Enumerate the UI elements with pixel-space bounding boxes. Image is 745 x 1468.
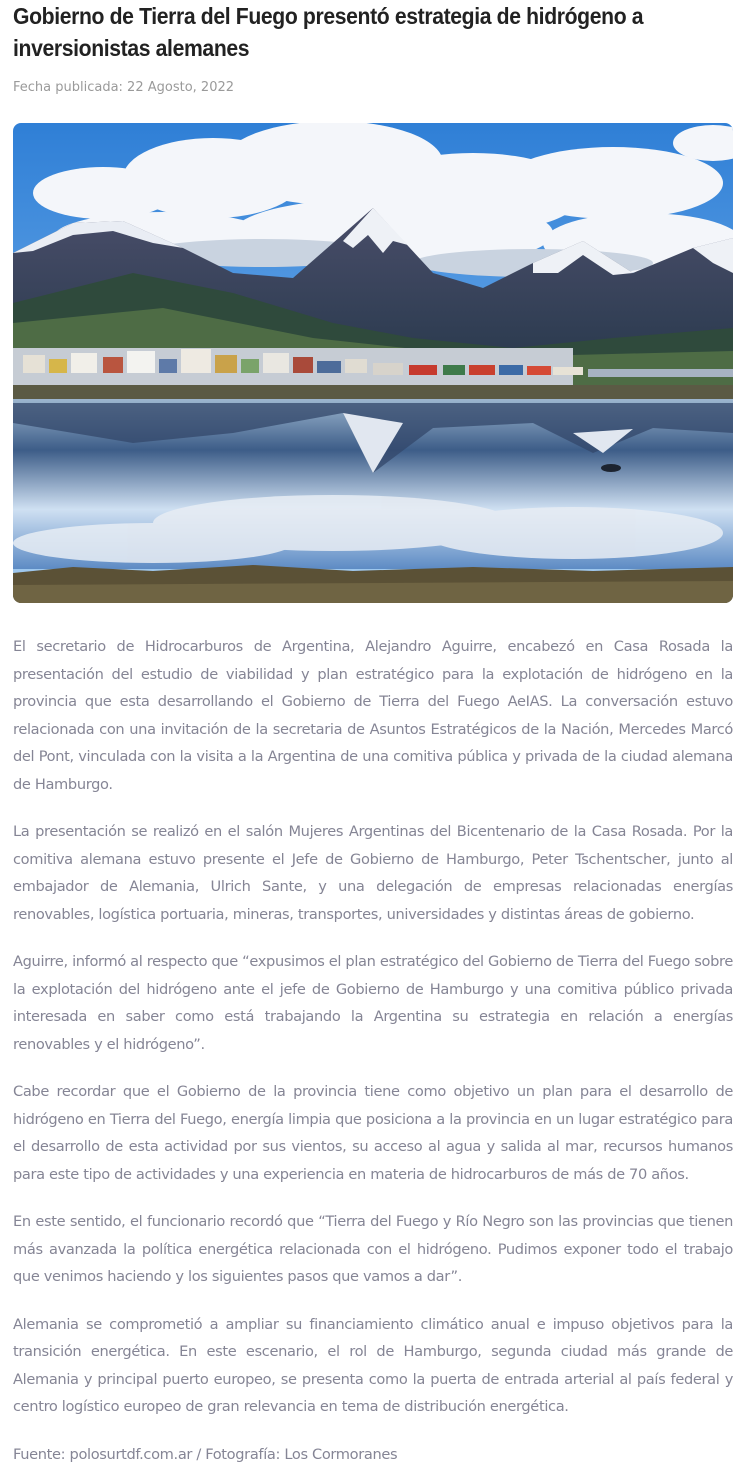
article-hero-image	[13, 123, 733, 603]
article	[13, 0, 733, 1463]
article-paragraph: El secretario de Hidrocarburos de Argentina, Alejandro Aguirre, encabezó en Casa Rosada la presentación del estudio de viabilidad y plan estratégico para la explotación de hidrógeno en la provincia que esta desarrollando el Gobierno de Tierra del Fuego AeIAS. La conversación estuvo relacionada con una invitación de la secretaria de Asuntos Estratégicos de la Nación, Mercedes Marcó del Pont, vinculada con la visita a la Argentina de una comitiva pública y privada de la ciudad alemana de Hamburgo.	[13, 638, 733, 793]
article-title: Gobierno de Tierra del Fuego presentó estrategia de hidrógeno a inversionistas alemanes	[13, 3, 644, 61]
article-paragraph: La presentación se realizó en el salón Mujeres Argentinas del Bicentenario de la Casa Rosada. Por la comitiva alemana estuvo presente el Jefe de Gobierno de Hamburgo, Peter Tschentscher, junto al embajador de Alemania, Ulrich Sante, y una delegación de empresas relacionadas energías renovables, logística portuaria, mineras, transportes, universidades y distintas áreas de gobierno.	[13, 823, 733, 923]
article-paragraph: En este sentido, el funcionario recordó que “Tierra del Fuego y Río Negro son las provincias que tienen más avanzada la política energética relacionada con el hidrógeno. Pudimos exponer todo el trabajo que venimos haciendo y los siguientes pasos que vamos a dar”.	[13, 1213, 733, 1285]
article-paragraph: Cabe recordar que el Gobierno de la provincia tiene como objetivo un plan para el desarrollo de hidrógeno en Tierra del Fuego, energía limpia que posiciona a la provincia en un lugar estratégico para el desarrollo de esta actividad por sus vientos, su acceso al agua y salida al mar, recursos humanos para este tipo de actividades y una experiencia en materia de hidrocarburos de más de 70 años.	[13, 1083, 733, 1183]
article-paragraph: Alemania se comprometió a ampliar su financiamiento climático anual e impuso objetivos para la transición energética. En este escenario, el rol de Hamburgo, segunda ciudad más grande de Alemania y principal puerto europeo, se presenta como la puerta de entrada arterial al país federal y centro logístico europeo de gran relevancia en tema de distribución energética.	[13, 1315, 733, 1415]
article-paragraph: Aguirre, informó al respecto que “expusimos el plan estratégico del Gobierno de Tierra del Fuego sobre la explotación del hidrógeno ante el jefe de Gobierno de Hamburgo y una comitiva público privada interesada en saber como está trabajando la Argentina su estrategia en relación a energías renovables y el hidrógeno”.	[13, 953, 733, 1053]
article-source: Fuente: polosurtdf.com.ar / Fotografía: Los Cormoranes	[13, 1445, 398, 1463]
article-body	[13, 633, 733, 1468]
publish-date: Fecha publicada: 22 Agosto, 2022	[13, 80, 235, 95]
